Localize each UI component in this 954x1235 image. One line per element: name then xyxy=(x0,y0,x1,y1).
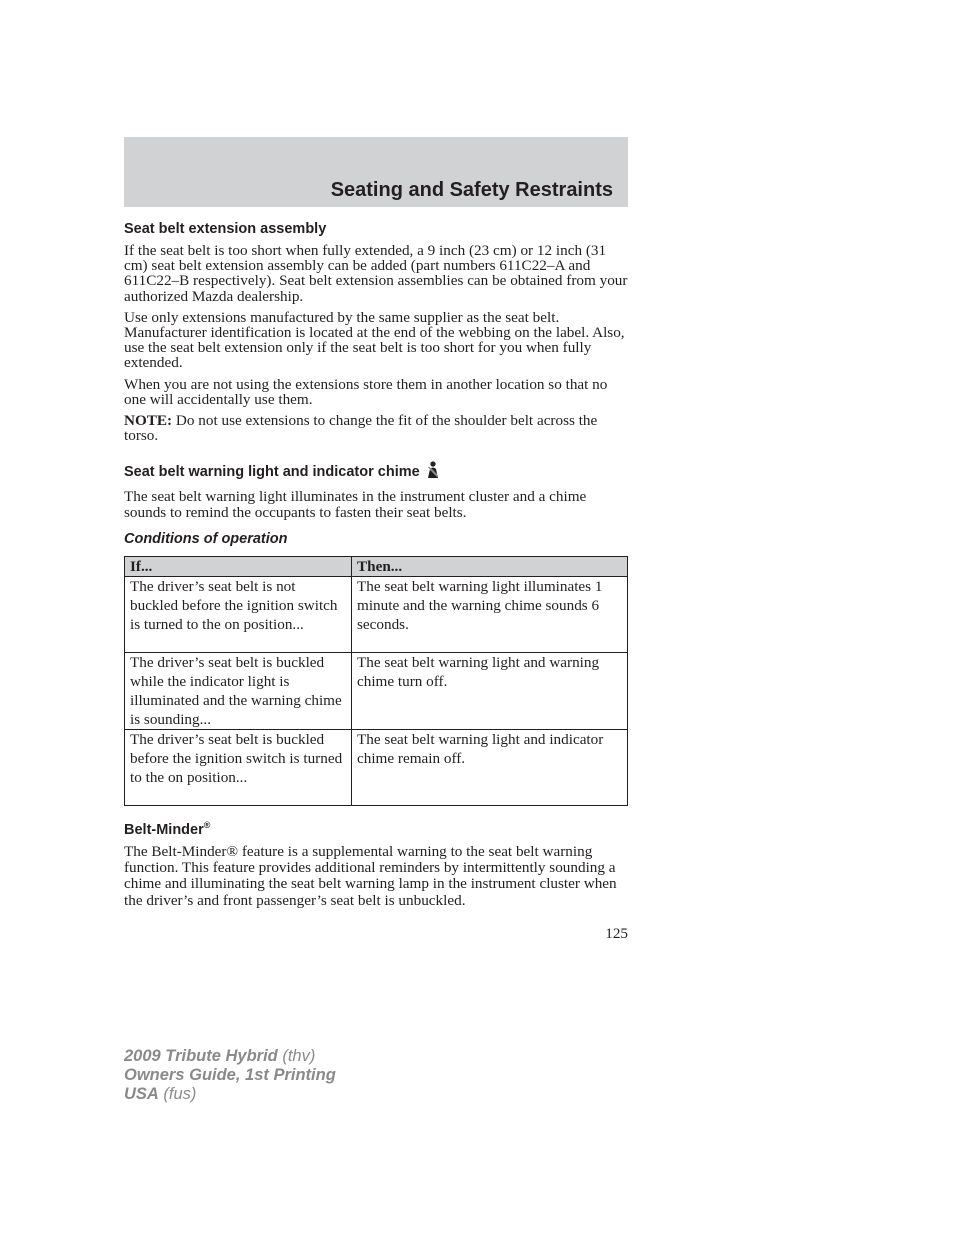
extension-paragraph-3: When you are not using the extensions store them in another location so that no one will accidentally use them. xyxy=(124,375,608,408)
note-text: Do not use extensions to change the fit of the shoulder belt across the torso. xyxy=(124,412,598,445)
table-row xyxy=(125,652,628,729)
extension-heading: Seat belt extension assembly xyxy=(124,221,327,237)
table-cell-then: The seat belt warning light illuminates 1 minute and the warning chime sounds 6 seconds. xyxy=(352,576,628,652)
footer-model: 2009 Tribute Hybrid xyxy=(124,1047,278,1065)
table-cell-if: The driver’s seat belt is buckled while the indicator light is illuminated and the warning chime is sounding... xyxy=(125,652,352,729)
footer-model-code: (thv) xyxy=(277,1047,316,1065)
table-cell-then: The seat belt warning light and warning chime turn off. xyxy=(352,652,628,729)
seatbelt-icon xyxy=(425,461,441,484)
page-number: 125 xyxy=(605,925,628,942)
table-cell-if: The driver’s seat belt is not buckled before the ignition switch is turned to the on position... xyxy=(125,576,352,652)
table-cell-if: The driver’s seat belt is buckled before the ignition switch is turned to the on position... xyxy=(125,729,352,805)
warning-paragraph: The seat belt warning light illuminates in the instrument cluster and a chime sounds to remind the occupants to fasten their seat belts. xyxy=(124,488,587,521)
footer-line-1 xyxy=(124,1047,336,1066)
footer-imprint xyxy=(124,1047,336,1104)
beltminder-paragraph: The Belt-Minder® feature is a supplemental warning to the seat belt warning function. This feature provides additional reminders by intermittently sounding a chime and illuminating the seat belt warning lamp in the instrument cluster when the driver’s and front passenger’s seat belt is unbuckled. xyxy=(124,842,617,909)
extension-paragraph-2: Use only extensions manufactured by the same supplier as the seat belt. Manufacturer identification is located at the end of the webbing on the label. Also, use the seat belt extension only if the seat belt is too short for you when fully extended. xyxy=(124,308,625,372)
conditions-heading: Conditions of operation xyxy=(124,530,288,547)
registered-mark: ® xyxy=(203,819,211,830)
conditions-table xyxy=(124,556,628,806)
table-header-then: Then... xyxy=(352,556,628,576)
table-header-row xyxy=(125,556,628,576)
warning-heading xyxy=(124,461,628,484)
beltminder-heading-text: Belt-Minder xyxy=(124,821,204,838)
warning-heading-text: Seat belt warning light and indicator chime xyxy=(124,464,420,481)
page-content xyxy=(124,220,628,915)
table-row xyxy=(125,729,628,805)
table-header-if: If... xyxy=(125,556,352,576)
section-title: Seating and Safety Restraints xyxy=(330,179,613,201)
footer-printing: Owners Guide, 1st Printing xyxy=(124,1066,336,1084)
section-header-band xyxy=(124,137,628,207)
extension-paragraph-1: If the seat belt is too short when fully extended, a 9 inch (23 cm) or 12 inch (31 cm) seat belt extension assembly can be added (part numbers 611C22–A and 611C22–B respectively). Seat belt extension assemblies can be obtained from your authorized Mazda dealership. xyxy=(124,242,628,305)
footer-market: USA xyxy=(124,1085,159,1103)
table-cell-then: The seat belt warning light and indicator chime remain off. xyxy=(352,729,628,805)
footer-line-3 xyxy=(124,1085,336,1104)
beltminder-heading xyxy=(124,816,628,839)
table-row xyxy=(125,576,628,652)
note-paragraph xyxy=(124,413,628,443)
footer-line-2 xyxy=(124,1066,336,1085)
note-label: NOTE: xyxy=(124,412,173,430)
footer-market-code: (fus) xyxy=(158,1085,197,1103)
